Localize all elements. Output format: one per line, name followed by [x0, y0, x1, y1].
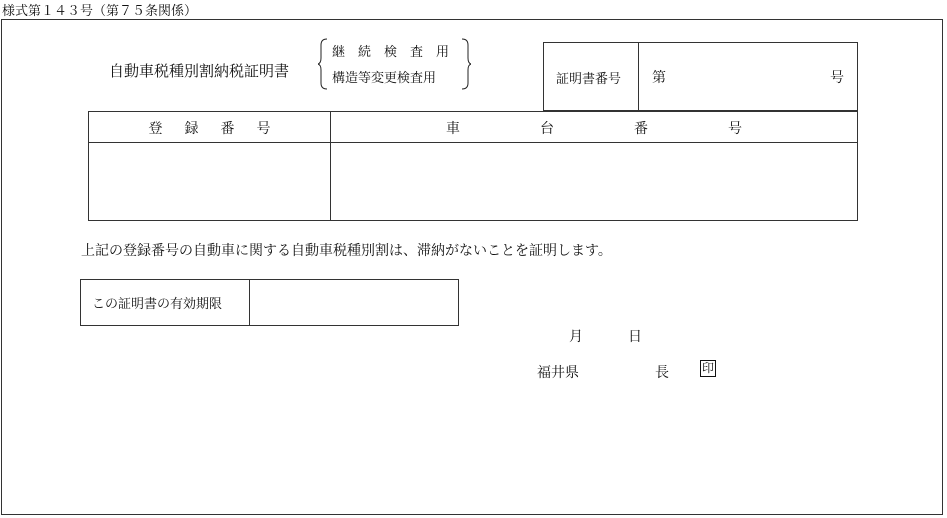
document-title: 自動車税種別割納税証明書 — [109, 62, 290, 80]
certificate-number-label-cell — [544, 43, 639, 110]
validity-label-cell — [81, 280, 250, 325]
date-month-label: 月 — [569, 329, 583, 345]
table-header-divider — [89, 142, 857, 143]
certificate-number-suffix: 号 — [830, 70, 844, 86]
issuer-prefecture: 福井県 — [537, 365, 579, 381]
purpose-structural-change-inspection: 構造等変更検査用 — [332, 71, 437, 86]
vehicle-table — [88, 111, 858, 221]
certificate-number-box — [543, 42, 858, 111]
header-chassis-number: 車台番号 — [446, 121, 822, 137]
validity-label: この証明書の有効期限 — [92, 297, 223, 312]
certificate-number-label: 証明書番号 — [556, 72, 622, 87]
date-day-label: 日 — [628, 329, 642, 345]
issuer-title: 長 — [655, 365, 669, 381]
seal-mark: 印 — [701, 361, 714, 375]
validity-box — [80, 279, 459, 326]
form-identifier: 様式第１４３号（第７５条関係） — [2, 4, 198, 19]
table-column-divider — [330, 112, 331, 220]
purpose-continuous-inspection: 継 続 検 査 用 — [332, 45, 450, 60]
certification-statement: 上記の登録番号の自動車に関する自動車税種別割は、滞納がないことを証明します。 — [81, 243, 612, 259]
purpose-bracket — [318, 37, 471, 91]
certificate-number-prefix: 第 — [652, 70, 666, 86]
header-registration-number: 登録番号 — [148, 121, 293, 137]
